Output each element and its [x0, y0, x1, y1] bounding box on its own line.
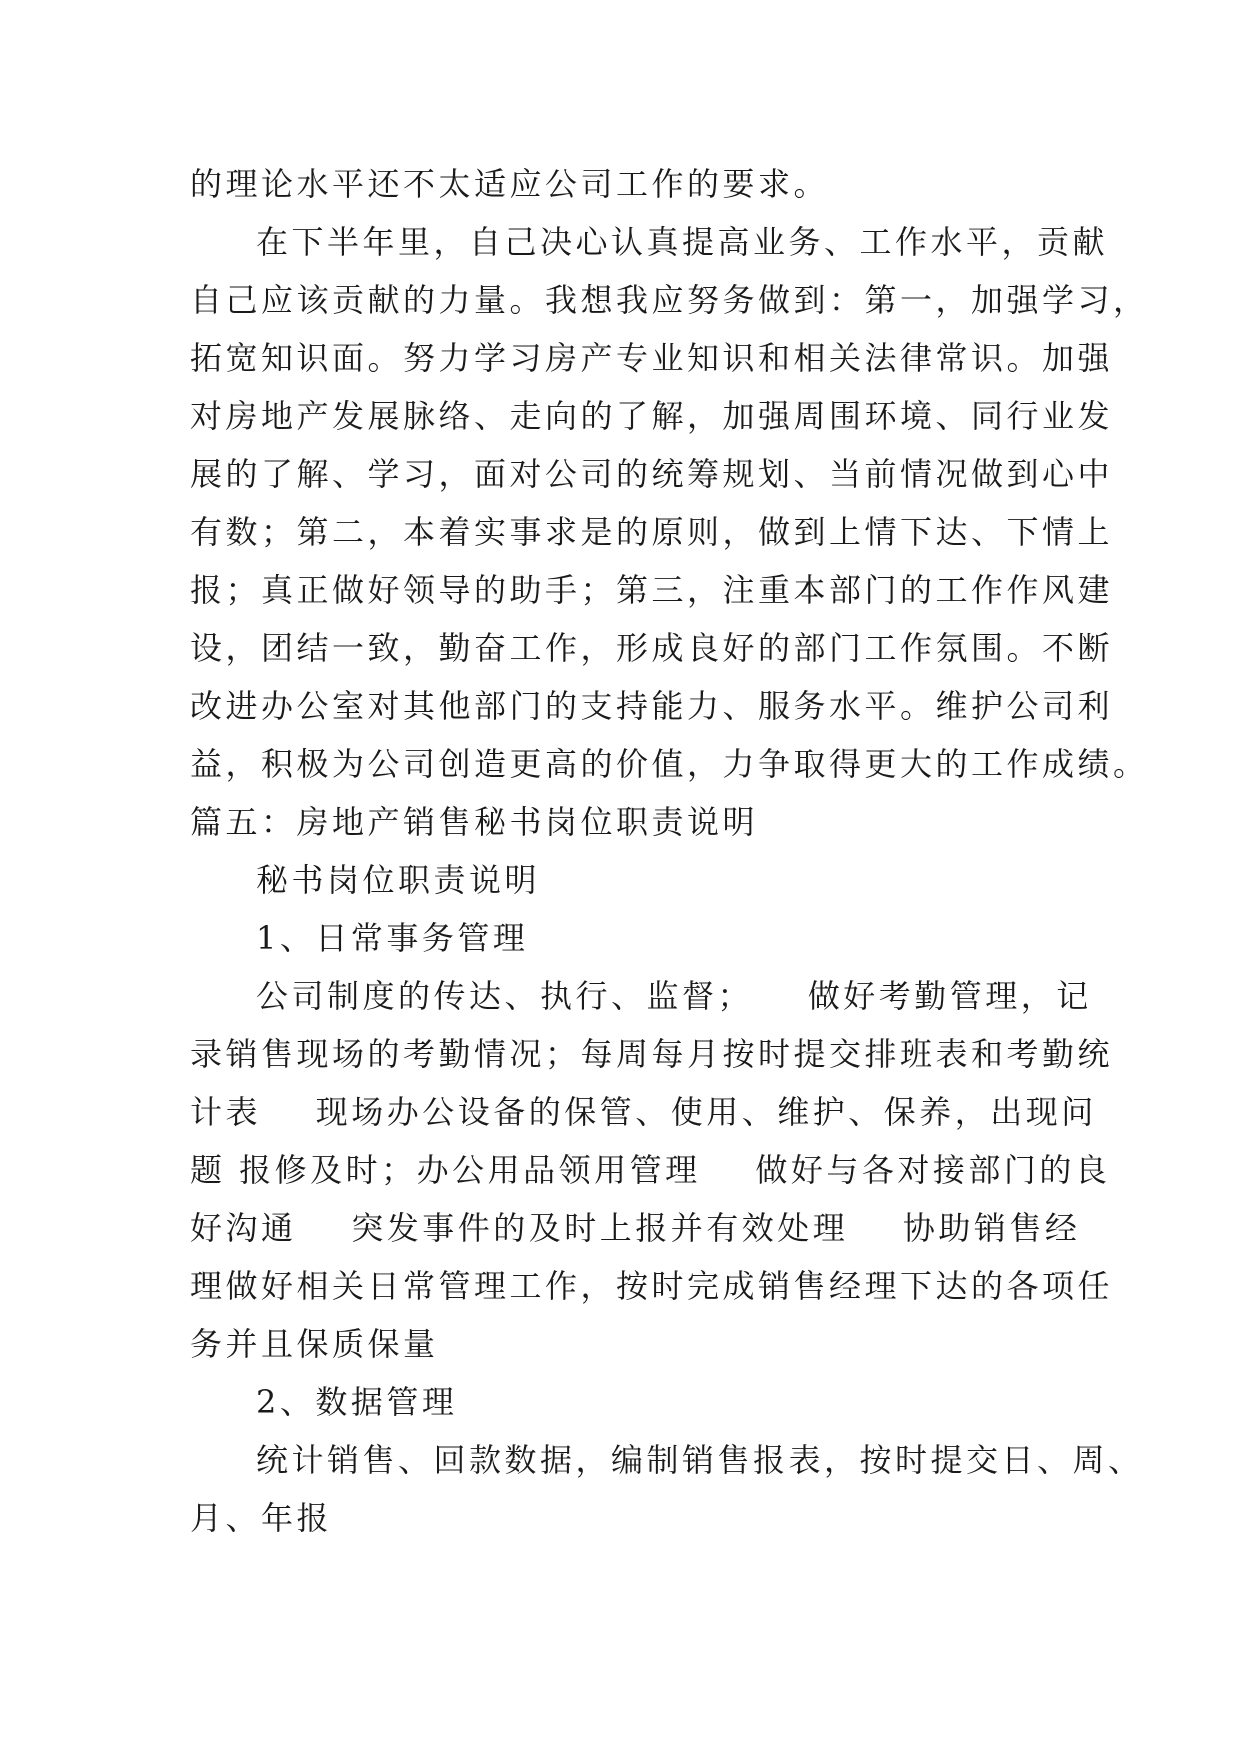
text-line: 报；真正做好领导的助手；第三，注重本部门的工作作风建: [190, 571, 1114, 609]
text-line: 题 报修及时；办公用品领用管理 做好与各对接部门的良: [190, 1151, 1111, 1189]
text-line: 公司制度的传达、执行、监督； 做好考勤管理，记: [256, 977, 1092, 1015]
text-line: 务并且保质保量: [190, 1325, 439, 1363]
text-line: 录销售现场的考勤情况；每周每月按时提交排班表和考勤统: [190, 1035, 1114, 1073]
text-line: 设，团结一致，勤奋工作，形成良好的部门工作氛围。不断: [190, 629, 1114, 667]
text-line: 统计销售、回款数据，编制销售报表，按时提交日、周、: [256, 1441, 1144, 1479]
text-line: 秘书岗位职责说明: [256, 861, 541, 899]
text-line: 在下半年里，自己决心认真提高业务、工作水平，贡献: [256, 223, 1109, 261]
text-line: 好沟通 突发事件的及时上报并有效处理 协助销售经: [190, 1209, 1081, 1247]
text-line: 篇五：房地产销售秘书岗位职责说明: [190, 803, 759, 841]
text-line: 计表 现场办公设备的保管、使用、维护、保养，出现问: [190, 1093, 1097, 1131]
text-line: 改进办公室对其他部门的支持能力、服务水平。维护公司利: [190, 687, 1114, 725]
text-line: 理做好相关日常管理工作，按时完成销售经理下达的各项任: [190, 1267, 1114, 1305]
text-line: 月、年报: [190, 1499, 333, 1537]
text-line: 有数；第二，本着实事求是的原则，做到上情下达、下情上: [190, 513, 1114, 551]
text-line: 自己应该贡献的力量。我想我应努务做到：第一，加强学习，: [190, 281, 1149, 319]
text-line: 的理论水平还不太适应公司工作的要求。: [190, 165, 830, 203]
text-line: 2、数据管理: [256, 1383, 458, 1421]
body-text: [190, 155, 1149, 1547]
text-line: 1、日常事务管理: [256, 919, 529, 957]
text-line: 展的了解、学习，面对公司的统筹规划、当前情况做到心中: [190, 455, 1114, 493]
text-line: 拓宽知识面。努力学习房产专业知识和相关法律常识。加强: [190, 339, 1114, 377]
text-line: 对房地产发展脉络、走向的了解，加强周围环境、同行业发: [190, 397, 1114, 435]
text-line: 益，积极为公司创造更高的价值，力争取得更大的工作成绩。: [190, 745, 1149, 783]
